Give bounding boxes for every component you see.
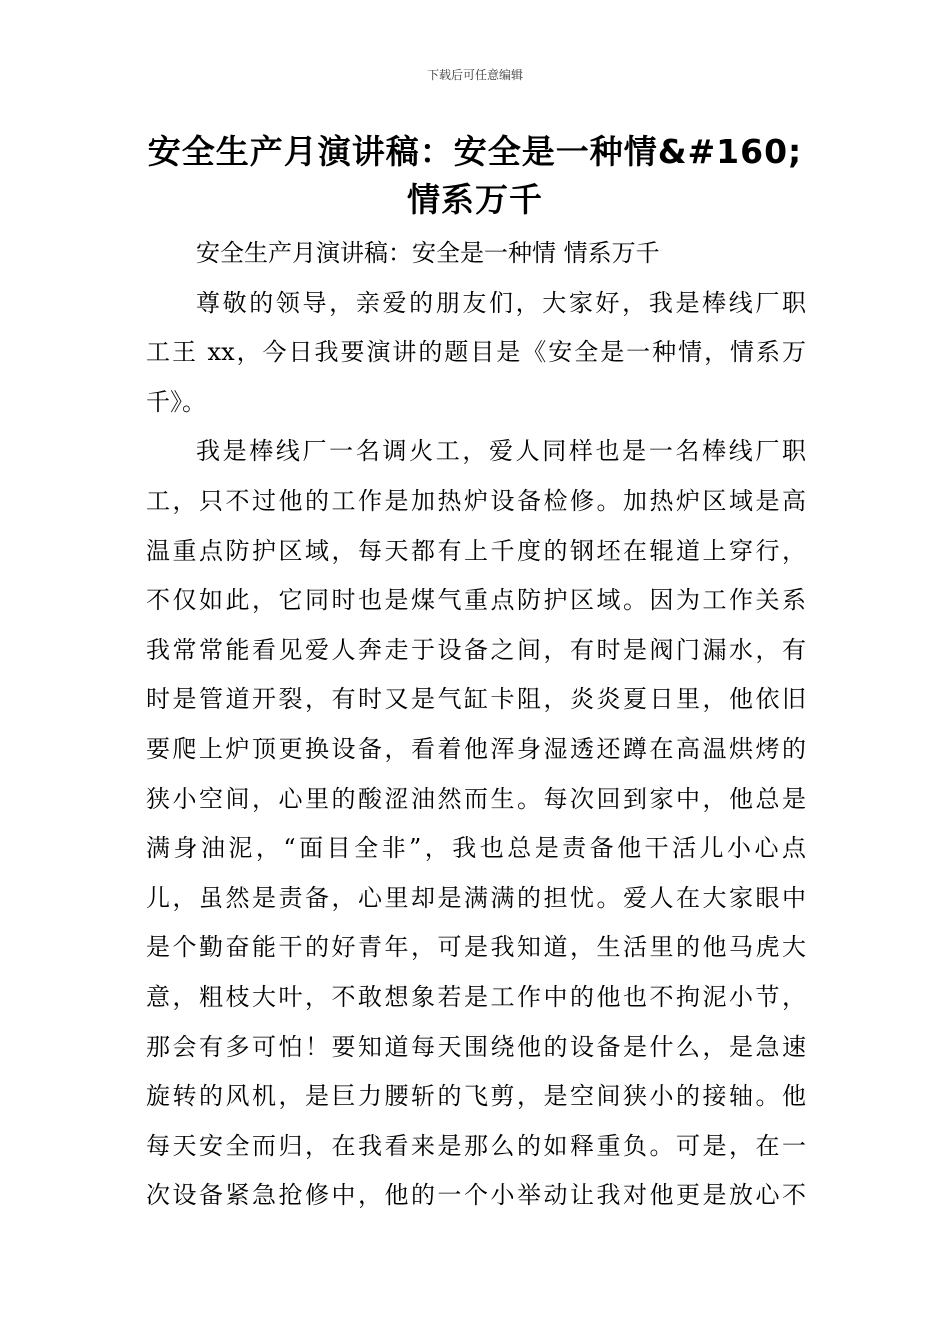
document-body — [146, 229, 806, 1221]
paragraph-2 — [146, 427, 806, 1221]
paragraph-2-line: 儿，虽然是责备，心里却是满满的担忧。爱人在大家眼中 — [146, 883, 806, 912]
paragraph-1-line: 千》。 — [146, 387, 206, 416]
subtitle-line: 安全生产月演讲稿：安全是一种情 情系万千 — [196, 239, 660, 267]
paragraph-2-line: 是个勤奋能干的好青年，可是我知道，生活里的他马虎大 — [146, 933, 806, 962]
paragraph-2-line: 工，只不过他的工作是加热炉设备检修。加热炉区域是高 — [146, 486, 806, 515]
paragraph-2-line: 旋转的风机，是巨力腰斩的飞剪，是空间狭小的接轴。他 — [146, 1082, 806, 1111]
paragraph-2-line: 时是管道开裂，有时又是气缸卡阻，炎炎夏日里，他依旧 — [146, 685, 806, 714]
paragraph-2-line: 狭小空间，心里的酸涩油然而生。每次回到家中，他总是 — [146, 784, 806, 813]
paragraph-2-line: 我常常能看见爱人奔走于设备之间，有时是阀门漏水，有 — [146, 635, 806, 664]
paragraph-2-line: 温重点防护区域，每天都有上千度的钢坯在辊道上穿行， — [146, 536, 806, 565]
paragraph-2-line: 不仅如此，它同时也是煤气重点防护区域。因为工作关系 — [146, 586, 806, 615]
paragraph-2-line: 意，粗枝大叶，不敢想象若是工作中的他也不拘泥小节， — [146, 982, 806, 1011]
paragraph-1-line: 尊敬的领导，亲爱的朋友们，大家好，我是棒线厂职 — [196, 288, 806, 317]
paragraph-2-line: 要爬上炉顶更换设备，看着他浑身湿透还蹲在高温烘烤的 — [146, 734, 806, 763]
paragraph-2-line: 我是棒线厂一名调火工，爱人同样也是一名棒线厂职 — [196, 437, 806, 466]
title-line-2: 情系万千 — [407, 180, 543, 219]
paragraph-2-line: 每天安全而归，在我看来是那么的如释重负。可是，在一 — [146, 1131, 806, 1160]
paragraph-2-line: 次设备紧急抢修中，他的一个小举动让我对他更是放心不 — [146, 1181, 806, 1210]
paragraph-1-line: 工王 xx，今日我要演讲的题目是《安全是一种情，情系万 — [146, 338, 806, 367]
subtitle-paragraph — [146, 229, 806, 279]
paragraph-2-line: 那会有多可怕！要知道每天围绕他的设备是什么，是急速 — [146, 1032, 806, 1061]
title-line-1: 安全生产月演讲稿：安全是一种情&#160; — [147, 132, 803, 171]
paragraph-1 — [146, 279, 806, 428]
paragraph-2-line: 满身油泥，“面目全非”，我也总是责备他干活儿小心点 — [146, 834, 806, 863]
header-note: 下载后可任意编辑 — [426, 68, 523, 82]
document-title — [140, 128, 810, 224]
